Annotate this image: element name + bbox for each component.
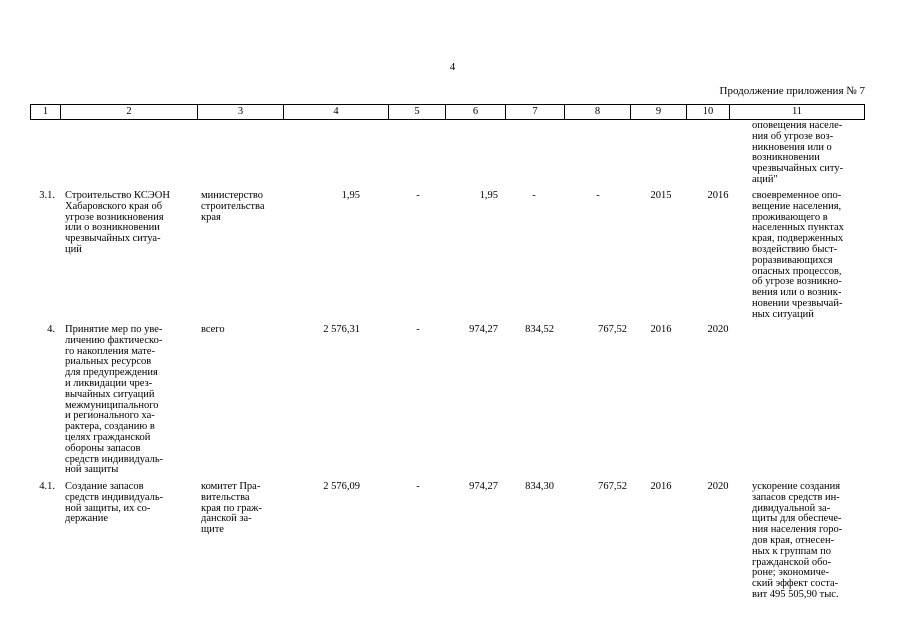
funding-col6: 974,27 xyxy=(469,324,498,335)
executor: комитет Пра- вительства края по граж- данской за- щите xyxy=(201,481,262,536)
funding-col6: 1,95 xyxy=(479,190,498,201)
funding-col8: - xyxy=(596,190,600,201)
funding-col8: 767,52 xyxy=(598,481,627,492)
funding-col5: - xyxy=(416,481,420,492)
expected-result: своевременное опо- вещение населения, проживающего в населенных пунктах края, подверженных воздействию быст- роразвивающихся опасных процессов, об угрозе возникно- вения или о возник- новении чрезвычай- ных ситуаций xyxy=(752,190,844,320)
header-col-6: 6 xyxy=(445,105,505,119)
appendix-continuation-note: Продолжение приложения № 7 xyxy=(719,85,865,97)
header-col-10: 10 xyxy=(686,105,729,119)
header-col-1: 1 xyxy=(30,105,60,119)
funding-col5: - xyxy=(416,190,420,201)
header-col-5: 5 xyxy=(388,105,445,119)
header-col-4: 4 xyxy=(283,105,388,119)
funding-col6: 974,27 xyxy=(469,481,498,492)
table-header-row xyxy=(30,104,865,120)
start-year: 2016 xyxy=(650,324,672,335)
end-year: 2016 xyxy=(707,190,729,201)
start-year: 2015 xyxy=(650,190,672,201)
header-col-11: 11 xyxy=(729,105,865,119)
header-col-9: 9 xyxy=(630,105,686,119)
carryover-result-text: оповещения населе- ния об угрозе воз- никновения или о возникновении чрезвычайных ситу- аций" xyxy=(752,120,844,185)
funding-total: 1,95 xyxy=(341,190,360,201)
expected-result: ускорение создания запасов средств ин- дивидуальной за- щиты для обеспече- ния населения горо- дов края, отнесен- ных к группам по гражданской обо- роне; экономиче- ский эффект соста- вит 495 505,90 тыс. xyxy=(752,481,843,600)
header-col-2: 2 xyxy=(60,105,197,119)
header-col-7: 7 xyxy=(505,105,564,119)
activity-name: Создание запасов средств индивидуаль- ной защиты, их со- держание xyxy=(65,481,164,525)
activity-name: Принятие мер по уве- личению фактическо- го накопления мате- риальных ресурсов для предупреждения и ликвидации чрез- вычайных ситуаций межмуниципального и регионального ха- рактера, созданию в целях гражданской обороны запасов средств индивидуаль- ной защиты xyxy=(65,324,164,476)
row-number: 4.1. xyxy=(39,481,55,492)
header-col-3: 3 xyxy=(197,105,283,119)
row-number: 4. xyxy=(47,324,55,335)
executor: министерство строительства края xyxy=(201,190,265,223)
header-col-8: 8 xyxy=(564,105,630,119)
funding-col5: - xyxy=(416,324,420,335)
row-number: 3.1. xyxy=(39,190,55,201)
funding-col8: 767,52 xyxy=(598,324,627,335)
end-year: 2020 xyxy=(707,324,729,335)
page-number: 4 xyxy=(449,61,456,73)
start-year: 2016 xyxy=(650,481,672,492)
end-year: 2020 xyxy=(707,481,729,492)
funding-total: 2 576,09 xyxy=(323,481,360,492)
funding-total: 2 576,31 xyxy=(323,324,360,335)
activity-name: Строительство КСЭОН Хабаровского края об угрозе возникновения или о возникновении чрезвычайных ситуа- ций xyxy=(65,190,170,255)
executor: всего xyxy=(201,324,225,335)
funding-col7: 834,52 xyxy=(525,324,554,335)
funding-col7: - xyxy=(532,190,536,201)
funding-col7: 834,30 xyxy=(525,481,554,492)
